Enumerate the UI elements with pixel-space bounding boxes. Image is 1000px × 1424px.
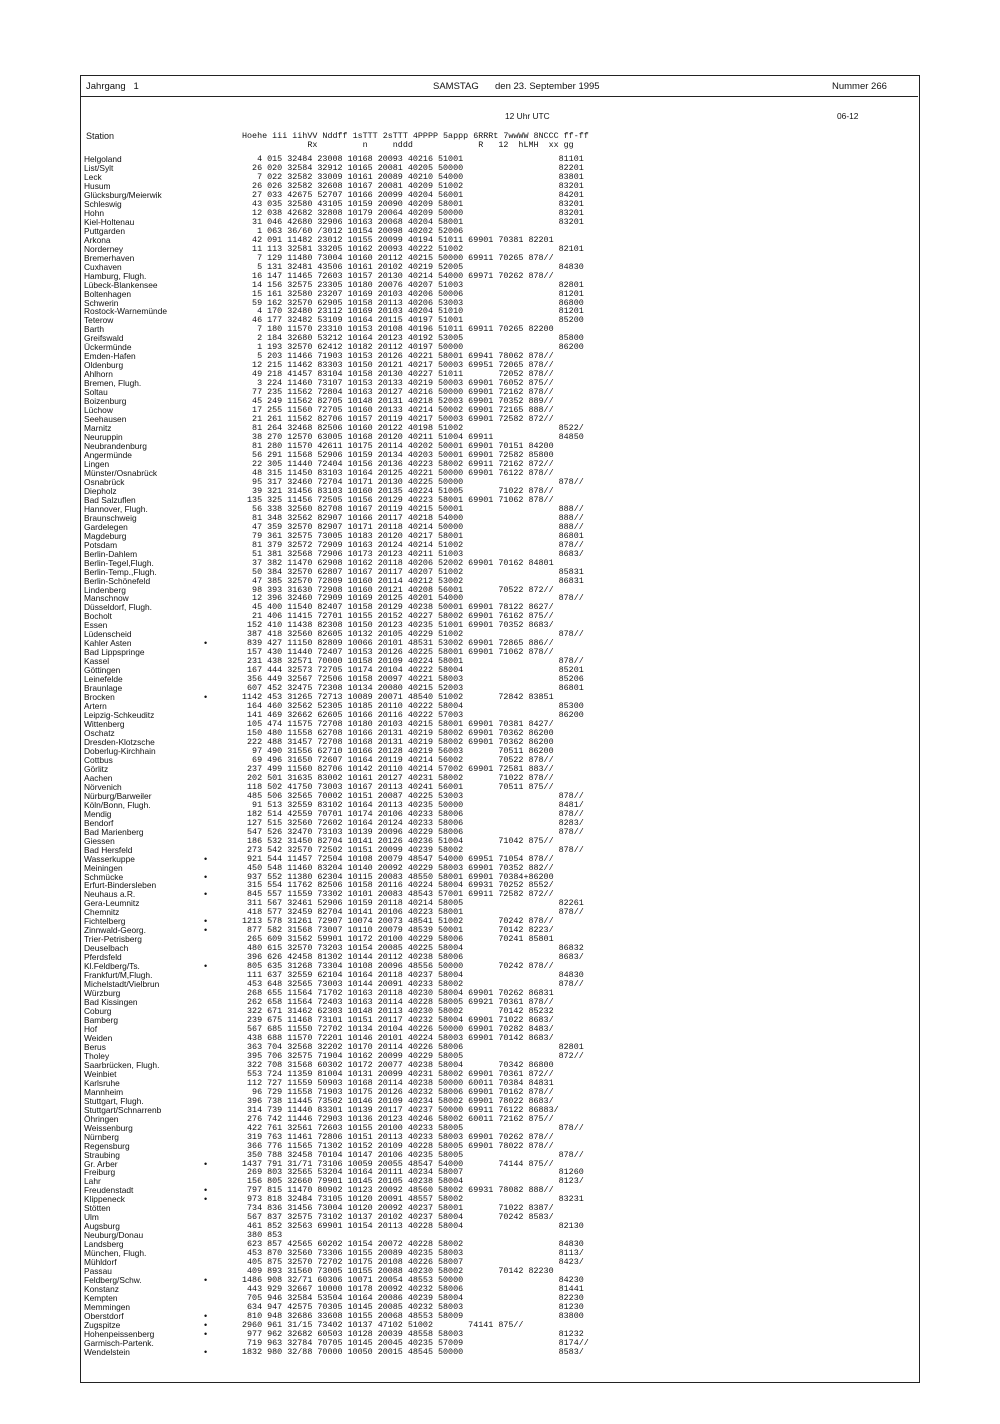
station-name: Würzburg (84, 988, 121, 999)
time-range-label: 06-12 (837, 111, 859, 121)
station-name: Aachen (84, 772, 113, 783)
observation-values: 81 280 11570 42611 10175 20114 40202 50001 69901 70151 84200 (242, 441, 554, 451)
observation-values: 16 147 11465 72603 10157 20130 40214 54000 69971 70262 878// (242, 270, 554, 281)
station-name: Berlin-Schönefeld (84, 575, 151, 586)
observation-values: 157 430 11440 72407 10153 20126 40225 58001 69901 71062 878// (242, 647, 554, 658)
observation-values: 21 261 11562 82706 10157 20119 40217 50003 69901 72582 872// (242, 414, 554, 425)
station-name: Dresden-Klotzsche (84, 736, 155, 747)
station-name: Nürnberg (84, 1131, 119, 1142)
observation-values: 81 264 32468 82506 10160 20122 40198 51002 8522/ (242, 423, 584, 434)
station-name: Frankfurt/M,Flugh. (84, 970, 153, 981)
observation-values: 118 502 41750 73003 10167 20113 40241 56001 70511 875// (242, 781, 554, 792)
station-name: Weiden (84, 1032, 113, 1043)
code-column-header-line2: Rx n nddd R 12 hLMH xx gg (242, 140, 574, 150)
station-name: Angermünde (84, 449, 132, 460)
date-label: den 23. September 1995 (495, 81, 600, 92)
observation-values: 46 177 32482 53109 10164 20115 40197 51001 85200 (242, 315, 584, 326)
mountain-station-marker: • (204, 889, 208, 900)
station-name: Ahlhorn (84, 369, 113, 380)
observation-values: 1142 453 31265 72713 10089 20071 48540 51002 72842 83851 (242, 692, 554, 703)
station-name: Oschatz (84, 728, 115, 738)
station-name: Leck (84, 171, 102, 182)
station-name: Landsberg (84, 1239, 124, 1250)
observation-values: 26 020 32584 32912 10165 20081 40205 50000 82201 (242, 162, 584, 173)
station-name: Neuruppin (84, 432, 123, 443)
observation-values: 48 315 11450 83103 10164 20125 40221 50000 69901 76122 878// (242, 467, 554, 478)
station-name: Zinnwald-Georg. (84, 925, 146, 936)
observation-values: 276 742 11446 72903 10136 20123 40246 58002 60011 72162 875// (242, 1113, 554, 1124)
station-name: Weissenburg (84, 1122, 133, 1133)
station-name: Konstanz (84, 1284, 119, 1295)
station-name: List/Sylt (84, 162, 114, 173)
observation-values: 553 724 11359 81004 10131 20099 40231 58002 69901 70361 872// (242, 1068, 554, 1079)
observation-values: 12 038 42682 32808 10179 20064 40209 50000 83201 (242, 207, 584, 218)
station-name: Tholey (84, 1050, 110, 1061)
time-utc-label: 12 Uhr UTC (505, 111, 550, 121)
observation-values: 11 113 32581 33205 10162 20093 40222 51002 82101 (242, 243, 584, 254)
mountain-station-marker: • (204, 1275, 208, 1286)
station-name: Hamburg, Flugh. (84, 270, 147, 281)
observation-values: 322 708 31568 60302 10172 20077 40238 58004 70342 86800 (242, 1059, 554, 1070)
station-name: Mühldorf (84, 1257, 117, 1268)
observation-values: 607 452 32475 72308 10134 20080 40215 52003 86801 (242, 683, 584, 694)
observation-values: 186 532 31450 82704 10141 20126 40236 51004 71042 875// (242, 835, 554, 846)
observation-values: 567 685 11550 72702 10134 20104 40226 50000 69901 70282 8483/ (242, 1023, 554, 1034)
station-name: Bad Marienberg (84, 826, 144, 837)
station-name: Glücksburg/Meierwik (84, 189, 162, 200)
station-name: Bremerhaven (84, 252, 135, 263)
day-label: SAMSTAG (433, 81, 479, 92)
station-name: Oberstdorf (84, 1310, 124, 1321)
observation-values: 314 739 11440 83301 10139 20117 40237 50000 69911 76122 86883/ (242, 1104, 559, 1115)
observation-values: 269 803 32565 53204 10164 20111 40234 58007 81260 (242, 1167, 584, 1178)
station-name: Diepholz (84, 485, 117, 496)
observation-values: 239 675 11468 73101 10151 20117 40232 58004 69901 71022 8683/ (242, 1015, 554, 1025)
station-name: Cuxhaven (84, 261, 122, 272)
station-name: Osnabrück (84, 476, 125, 487)
observation-values: 69 496 31650 72607 10164 20119 40214 56002 70522 878// (242, 754, 554, 765)
station-name: Stuttgart, Flugh. (84, 1095, 144, 1106)
observation-values: 450 548 11460 83204 10140 20092 40229 58003 69901 70352 882// (242, 862, 554, 873)
observation-values: 237 499 11560 82706 10142 20110 40214 57002 69901 72581 883// (242, 763, 554, 774)
observation-values: 418 577 32459 82704 10141 20106 40223 58001 878// (242, 907, 584, 918)
observation-values: 59 162 32570 62905 10158 20113 40206 53003 86800 (242, 297, 584, 308)
mountain-station-marker: • (204, 961, 208, 972)
observation-values: 396 738 11445 73502 10146 20109 40234 58002 69901 78022 8683/ (242, 1095, 554, 1106)
observation-values: 937 552 11380 62304 10115 20083 48550 58001 69901 70384+86200 (242, 871, 554, 882)
station-name: Trier-Petrisberg (84, 934, 142, 945)
mountain-station-marker: • (204, 853, 208, 864)
station-name: Feldberg/Schw. (84, 1275, 142, 1286)
station-name: Leinefelde (84, 674, 123, 685)
station-name: Kassel (84, 656, 110, 667)
station-name: Bad Kissingen (84, 997, 138, 1008)
observation-values: 453 870 32560 73306 10155 20089 40235 58003 8113/ (242, 1248, 584, 1259)
observation-values: 43 035 32580 43105 10159 20090 40209 58001 83201 (242, 198, 584, 209)
station-name: Meiningen (84, 862, 123, 873)
observation-values: 5 131 32481 43506 10161 20102 40219 52005 84830 (242, 261, 584, 272)
observation-values: 356 449 32567 72506 10158 20097 40221 58003 85206 (242, 674, 584, 685)
station-name: München, Flugh. (84, 1248, 147, 1259)
station-name: Bad Lippspringe (84, 647, 145, 658)
station-name: Erfurt-Bindersleben (84, 880, 157, 891)
station-name: Wittenberg (84, 719, 125, 730)
station-name: Berlin-Tegel,Flugh. (84, 557, 154, 568)
header-rule (80, 96, 918, 97)
observation-values: 805 635 31268 73304 10108 20096 48556 50000 70242 878// (242, 961, 554, 972)
observation-values: 2 184 32680 53212 10164 20123 40192 53005 85800 (242, 333, 584, 344)
observation-values: 81 379 32572 72909 10163 20124 40214 51002 878// (242, 539, 584, 550)
station-name: Kahler Asten (84, 638, 132, 649)
observation-values: 141 469 32662 62605 10166 20116 40222 57003 86200 (242, 710, 584, 721)
station-name: Schmücke (84, 871, 124, 882)
station-name: Neubrandenburg (84, 441, 147, 451)
station-name: Bad Hersfeld (84, 844, 133, 855)
table-row (0, 218, 1000, 227)
observation-values: 405 875 32570 72702 10175 20108 40226 58007 8423/ (242, 1257, 584, 1268)
station-name: Nörvenich (84, 781, 122, 792)
station-name: Berlin-Dahlem (84, 548, 138, 559)
station-name: Rostock-Warnemünde (84, 306, 168, 317)
mountain-station-marker: • (204, 1319, 208, 1330)
station-name: Kiel-Holtenau (84, 216, 135, 227)
station-name: Michelstadt/Vielbrun (84, 979, 160, 990)
station-name: Bremen, Flugh. (84, 378, 142, 389)
observation-values: 22 305 11440 72404 10156 20136 40223 58002 69911 72162 872// (242, 458, 554, 469)
observation-values: 380 853 (242, 1230, 283, 1241)
observation-values: 623 857 42565 60202 10154 20072 40228 58002 84830 (242, 1239, 584, 1250)
station-name: Berlin-Temp.,Flugh. (84, 566, 157, 577)
station-name: Freudenstadt (84, 1185, 134, 1196)
observation-values: 39 321 31456 83103 10160 20135 40224 51005 71022 878// (242, 485, 554, 496)
observation-values: 547 526 32470 73103 10139 20096 40229 58006 878// (242, 826, 584, 837)
mountain-station-marker: • (204, 916, 208, 927)
observation-values: 150 480 11558 62708 10166 20131 40219 58002 69901 70362 86200 (242, 728, 554, 738)
station-name: Öhringen (84, 1113, 119, 1124)
observation-values: 15 161 32580 23207 10169 20103 40206 50006 81201 (242, 288, 584, 299)
station-name: Lübeck-Blankensee (84, 279, 158, 290)
observation-values: 311 567 32461 52906 10159 20118 40214 58005 82261 (242, 898, 584, 909)
observation-values: 42 091 11482 23012 10155 20099 40194 51011 69901 70381 82201 (242, 234, 554, 245)
observation-values: 164 460 32562 52305 10185 20110 40222 58004 85300 (242, 701, 584, 712)
observation-values: 77 235 11562 72804 10163 20127 40216 50000 69901 72162 878// (242, 387, 554, 398)
observation-values: 27 033 42675 52707 10166 20099 40204 56001 84201 (242, 189, 584, 200)
station-name: Kempten (84, 1293, 118, 1304)
station-name: Weinbiet (84, 1068, 117, 1079)
observation-values: 7 180 11570 23310 10153 20108 40196 51011 69911 70265 82200 (242, 324, 554, 335)
station-name: Mendig (84, 808, 112, 819)
observation-values: 79 361 32575 73005 10183 20120 40217 58001 86801 (242, 530, 584, 541)
observation-values: 4 170 32480 23112 10169 20103 40204 51010 81201 (242, 306, 584, 317)
station-name: Karlsruhe (84, 1077, 120, 1088)
station-name: Essen (84, 620, 108, 631)
station-name: Neuburg/Donau (84, 1230, 144, 1241)
station-name: Potsdam (84, 539, 118, 550)
station-table (0, 155, 1000, 1357)
observation-values: 45 249 11562 82705 10148 20131 40218 52003 69901 70352 889// (242, 396, 554, 407)
station-name: Bad Salzuflen (84, 494, 136, 505)
observation-values: 409 893 31560 73005 10155 20088 40230 58002 70142 82230 (242, 1266, 554, 1277)
table-row (0, 1222, 1000, 1231)
observation-values: 26 026 32582 32608 10167 20081 40209 51002 83201 (242, 180, 584, 191)
mountain-station-marker: • (204, 925, 208, 936)
station-name: Braunschweig (84, 512, 137, 523)
observation-values: 38 270 12570 63005 10168 20120 40211 51004 69911 84850 (242, 432, 584, 443)
station-name: Göttingen (84, 665, 121, 676)
observation-values: 461 852 32563 69901 10154 20113 40228 58004 82130 (242, 1221, 584, 1232)
observation-values: 567 837 32575 73102 10137 20102 40237 58004 70242 8583/ (242, 1212, 554, 1223)
observation-values: 2960 961 31/15 73402 10137 47102 51002 74141 875// (242, 1319, 524, 1330)
observation-values: 5 203 11466 71903 10153 20126 40221 58001 69941 78062 878// (242, 351, 554, 362)
observation-values: 17 255 11560 72705 10160 20133 40214 50002 69901 72165 888// (242, 405, 554, 416)
observation-values: 877 582 31568 73007 10110 20079 48539 50001 70142 8223/ (242, 925, 554, 936)
station-name: Boizenburg (84, 396, 127, 407)
station-name: Klippeneck (84, 1194, 125, 1205)
station-name: Soltau (84, 387, 108, 398)
observation-values: 4 015 32484 23008 10168 20093 40216 51001 81101 (242, 154, 584, 164)
observation-values: 7 022 32582 33009 10161 20089 40210 54000 83801 (242, 171, 584, 182)
station-name: Münster/Osnabrück (84, 467, 158, 478)
mountain-station-marker: • (204, 1328, 208, 1339)
station-name: Fichtelberg (84, 916, 126, 927)
observation-values: 51 381 32568 72906 10173 20123 40211 51003 8683/ (242, 548, 584, 559)
station-name: Bamberg (84, 1015, 118, 1025)
observation-values: 12 215 11462 83303 10150 20121 40217 50003 69951 72065 878// (242, 360, 554, 371)
observation-values: 734 836 31456 73004 10120 20092 40237 58001 71022 8387/ (242, 1203, 554, 1214)
observation-values: 319 763 11461 72806 10151 20113 40233 58003 69901 70262 878// (242, 1131, 554, 1142)
station-name: Hohenpeissenberg (84, 1328, 155, 1339)
station-name: Stötten (84, 1203, 111, 1214)
station-name: Gardelegen (84, 521, 128, 532)
observation-values: 1486 908 32/71 60306 10071 20054 48553 50000 84230 (242, 1275, 584, 1286)
observation-values: 977 962 32682 60503 10128 20039 48558 58003 81232 (242, 1328, 584, 1339)
station-name: Straubing (84, 1149, 120, 1160)
mountain-station-marker: • (204, 1194, 208, 1205)
observation-values: 443 929 32667 10000 10178 20092 40232 58006 81441 (242, 1284, 584, 1295)
observation-values: 45 400 11540 82407 10158 20129 40238 50001 69901 78122 8627/ (242, 602, 554, 613)
observation-values: 1 193 32570 62412 10182 20112 40197 50000 86200 (242, 342, 584, 353)
station-name: Chemnitz (84, 907, 120, 918)
station-name: Hannover, Flugh. (84, 503, 148, 514)
station-name: Gr. Arber (84, 1158, 118, 1169)
station-name: Passau (84, 1266, 112, 1277)
observation-values: 37 382 11470 62908 10162 20118 40206 52002 69901 70162 84801 (242, 557, 554, 568)
observation-values: 262 658 11564 72403 10163 20114 40228 58005 69921 70361 878// (242, 997, 554, 1008)
observation-values: 50 384 32570 62807 10167 20117 40207 51002 85831 (242, 566, 584, 577)
observation-values: 366 776 11565 71302 10152 20109 40228 58005 69901 78022 878// (242, 1140, 554, 1151)
table-row (0, 1348, 1000, 1357)
station-name: Helgoland (84, 154, 122, 164)
station-name: Pferdsfeld (84, 952, 122, 963)
station-name: Mannheim (84, 1086, 124, 1097)
station-name: Kl.Feldberg/Ts. (84, 961, 140, 972)
station-name: Doberlug-Kirchhain (84, 745, 156, 756)
station-name: Leipzig-Schkeuditz (84, 710, 155, 721)
observation-values: 167 444 32573 72705 10174 20104 40222 58004 85201 (242, 665, 584, 676)
observation-values: 3 224 11460 73107 10153 20133 40219 50003 69901 76052 875// (242, 378, 554, 389)
observation-values: 91 513 32559 83102 10164 20113 40235 50000 8481/ (242, 799, 584, 810)
observation-values: 97 490 31556 62710 10166 20128 40219 56003 70511 86200 (242, 745, 554, 756)
observation-values: 268 655 11564 71702 10163 20118 40230 58004 69901 70262 86831 (242, 988, 554, 999)
observation-values: 315 554 11762 82506 10158 20116 40224 58004 69931 70252 8552/ (242, 880, 554, 891)
station-name: Coburg (84, 1006, 112, 1017)
mountain-station-marker: • (204, 1158, 208, 1169)
station-name: Saarbrücken, Flugh. (84, 1059, 160, 1070)
mountain-station-marker: • (204, 638, 208, 649)
observation-values: 202 501 31635 83002 10161 20127 40231 58002 71022 878// (242, 772, 554, 783)
observation-values: 797 815 11470 80902 10123 20092 48560 58002 69931 78082 888// (242, 1185, 554, 1196)
station-name: Lahr (84, 1176, 101, 1187)
observation-values: 395 706 32575 71904 10162 20099 40229 58005 872// (242, 1050, 584, 1061)
station-name: Emden-Hafen (84, 351, 136, 362)
observation-values: 363 704 32568 32202 10170 20114 40226 58006 82801 (242, 1041, 584, 1052)
observation-values: 231 438 32571 70000 10158 20109 40224 58001 878// (242, 656, 584, 667)
station-name: Brocken (84, 692, 115, 703)
station-name: Köln/Bonn, Flugh. (84, 799, 151, 810)
observation-values: 350 788 32458 70104 10147 20106 40235 58005 878// (242, 1149, 584, 1160)
station-name: Husum (84, 180, 111, 191)
observation-values: 152 410 11438 82308 10150 20123 40235 51001 69901 70352 8683/ (242, 620, 554, 631)
mountain-station-marker: • (204, 1185, 208, 1196)
station-name: Augsburg (84, 1221, 120, 1232)
station-name: Ückermünde (84, 342, 132, 353)
station-name: Memmingen (84, 1302, 131, 1312)
volume-label: Jahrgang 1 (86, 81, 139, 92)
station-name: Seehausen (84, 414, 127, 425)
observation-values: 98 393 31630 72908 10160 20121 40208 56001 70522 872// (242, 584, 554, 595)
station-name: Greifswald (84, 333, 124, 344)
observation-values: 81 348 32562 82907 10166 20117 40218 54000 888// (242, 512, 584, 523)
observation-values: 96 729 11558 71903 10175 20126 40232 58006 69901 70162 878// (242, 1086, 554, 1097)
station-name: Wasserkuppe (84, 853, 135, 864)
station-name: Ulm (84, 1212, 99, 1223)
station-name: Düsseldorf, Flugh. (84, 602, 152, 613)
station-name: Norderney (84, 243, 124, 254)
observation-values: 49 218 41457 83104 10158 20130 40227 51011 72052 878// (242, 369, 554, 380)
issue-label: Nummer 266 (832, 81, 887, 92)
observation-values: 12 396 32460 72909 10169 20125 40201 54000 878// (242, 593, 584, 604)
mountain-station-marker: • (204, 1346, 208, 1357)
station-name: Arkona (84, 234, 111, 245)
station-name: Regensburg (84, 1140, 130, 1151)
station-name: Lindenberg (84, 584, 126, 595)
code-column-header-line1: Hoehe iii iihVV Nddff 1sTTT 2sTTT 4PPPP 5appp 6RRRt 7wwWW 8NCCC ff-ff (242, 131, 589, 141)
station-name: Marnitz (84, 423, 112, 434)
observation-values: 480 615 32570 73203 10154 20085 40225 58004 86832 (242, 943, 584, 954)
observation-values: 222 488 31457 72708 10168 20131 40219 58002 69901 70362 86200 (242, 736, 554, 747)
observation-values: 7 129 11480 73004 10160 20112 40215 50000 69911 70265 878// (242, 252, 554, 263)
station-name: Hof (84, 1023, 98, 1034)
observation-values: 322 671 31462 62303 10148 20113 40230 58002 70142 85232 (242, 1006, 554, 1017)
station-name: Freiburg (84, 1167, 116, 1178)
observation-values: 705 946 32584 53504 10164 20086 40239 58004 82230 (242, 1293, 584, 1304)
station-column-header: Station (86, 131, 115, 141)
station-name: Hohn (84, 207, 105, 218)
station-name: Cottbus (84, 754, 113, 765)
observation-values: 438 688 11570 72201 10146 20101 40224 58003 69901 70142 8683/ (242, 1032, 554, 1043)
observation-values: 273 542 32570 72502 10151 20099 40239 58002 878// (242, 844, 584, 855)
station-name: Braunlage (84, 683, 123, 694)
station-name: Bendorf (84, 817, 114, 828)
observation-values: 156 805 32660 79901 10145 20105 40238 58004 8123/ (242, 1176, 584, 1187)
station-name: Lingen (84, 458, 110, 469)
station-name: Manschnow (84, 593, 129, 604)
observation-values: 839 427 11150 82809 10066 20101 48531 53002 69901 72865 886// (242, 638, 554, 649)
observation-values: 56 338 32560 82708 10167 20119 40215 50001 888// (242, 503, 584, 514)
observation-values: 921 544 11457 72504 10108 20079 48547 54000 69951 71054 878// (242, 853, 554, 864)
observation-values: 111 637 32559 62104 10164 20118 40237 58004 84830 (242, 970, 584, 981)
mountain-station-marker: • (204, 1310, 208, 1321)
mountain-station-marker: • (204, 692, 208, 703)
observation-values: 265 609 31562 59901 10172 20100 40229 58006 70241 85801 (242, 934, 554, 945)
observation-values: 396 626 42458 81302 10144 20112 40238 58006 8683/ (242, 952, 584, 963)
station-name: Giessen (84, 835, 115, 846)
observation-values: 1437 791 31/71 73106 10059 20055 48547 54000 74144 875// (242, 1158, 554, 1169)
station-name: Boltenhagen (84, 288, 132, 299)
station-name: Barth (84, 324, 105, 335)
station-name: Garmisch-Partenk. (84, 1337, 154, 1348)
station-name: Deuselbach (84, 943, 129, 954)
observation-values: 127 515 32560 72602 10164 20124 40233 58006 8283/ (242, 817, 584, 828)
observation-values: 845 557 11559 73302 10101 20083 48543 57001 69911 72582 872// (242, 889, 554, 900)
observation-values: 105 474 11575 72708 10180 20103 40215 58001 69901 70381 8427/ (242, 719, 554, 730)
observation-values: 485 506 32565 70002 10151 20087 40225 53003 878// (242, 790, 584, 801)
station-name: Wendelstein (84, 1346, 130, 1357)
observation-values: 719 963 32784 70705 10145 20045 40235 57009 8174// (242, 1337, 589, 1348)
station-name: Lüchow (84, 405, 113, 416)
observation-values: 1832 980 32/88 70000 10050 20015 48545 50000 8583/ (242, 1346, 584, 1357)
observation-values: 31 046 42680 32906 10163 20068 40204 58001 83201 (242, 216, 584, 227)
observation-values: 973 818 32484 73105 10120 20091 48557 58002 83231 (242, 1194, 584, 1205)
observation-values: 47 385 32570 72809 10160 20114 40212 53002 86831 (242, 575, 584, 586)
station-name: Stuttgart/Schnarrenb (84, 1104, 162, 1115)
station-name: Gera-Leumnitz (84, 898, 140, 909)
observation-values: 1 063 36/60 /3012 10154 20098 40202 52006 (242, 225, 464, 236)
observation-values: 453 648 32565 73003 10144 20091 40233 58002 878// (242, 979, 584, 990)
observation-values: 14 156 32575 23305 10180 20076 40207 51003 82801 (242, 279, 584, 290)
station-name: Magdeburg (84, 530, 127, 541)
observation-values: 112 727 11559 50903 10168 20114 40238 50000 60011 70384 84831 (242, 1077, 554, 1088)
observation-values: 21 406 11415 72701 10155 20152 40227 58002 69901 76162 875// (242, 611, 554, 622)
station-name: Artern (84, 701, 107, 712)
observation-values: 95 317 32460 72704 10171 20130 40225 50000 878// (242, 476, 584, 487)
station-name: Teterow (84, 315, 114, 326)
observation-values: 182 514 42559 70701 10174 20106 40233 58006 878// (242, 808, 584, 819)
station-name: Bocholt (84, 611, 112, 622)
observation-values: 422 761 32561 72603 10155 20100 40233 58005 878// (242, 1122, 584, 1133)
observation-values: 1213 578 31261 72907 10074 20073 48541 51002 70242 878// (242, 916, 554, 927)
mountain-station-marker: • (204, 871, 208, 882)
station-name: Zugspitze (84, 1319, 121, 1330)
station-name: Neuhaus a.R. (84, 889, 136, 900)
station-name: Lüdenscheid (84, 629, 132, 640)
station-name: Puttgarden (84, 225, 125, 236)
observation-values: 810 948 32686 33608 10155 20068 48553 58009 83800 (242, 1310, 584, 1321)
station-name: Oldenburg (84, 360, 124, 371)
observation-values: 47 359 32570 82907 10171 20118 40214 50000 888// (242, 521, 584, 532)
observation-values: 634 947 42575 70305 10145 20085 40232 58003 81230 (242, 1302, 584, 1312)
observation-values: 387 418 32560 82605 10132 20105 40229 51002 878// (242, 629, 584, 640)
station-name: Schleswig (84, 198, 122, 209)
observation-values: 56 291 11568 52906 10159 20134 40203 50001 69901 72582 85800 (242, 449, 554, 460)
station-name: Nürburg/Barweiler (84, 790, 152, 801)
station-name: Schwerin (84, 297, 119, 308)
station-name: Görlitz (84, 763, 109, 774)
station-name: Berus (84, 1041, 106, 1052)
observation-values: 135 325 11456 72505 10156 20129 40223 58001 69901 71062 878// (242, 494, 554, 505)
